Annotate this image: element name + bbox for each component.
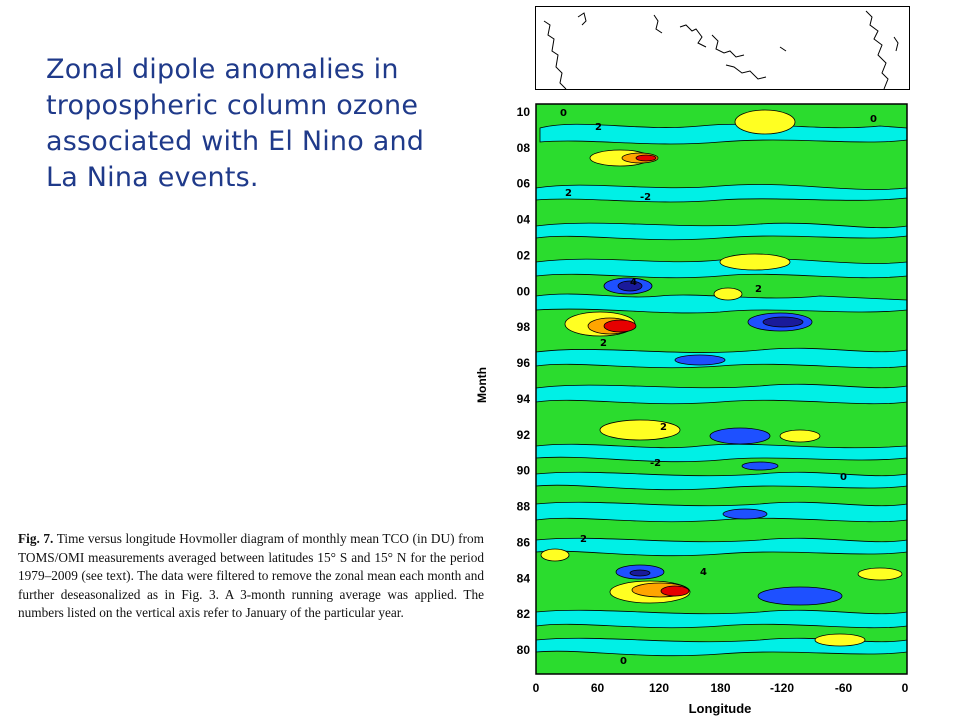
contour-label: 0 xyxy=(560,108,567,119)
y-tick-label: 00 xyxy=(516,284,530,299)
contour-label: 2 xyxy=(595,122,602,133)
y-tick-label: 80 xyxy=(516,643,530,657)
contour-label: 2 xyxy=(600,338,607,349)
y-tick-label: 92 xyxy=(516,427,530,442)
contour-label: 0 xyxy=(870,114,877,125)
y-tick-label: 06 xyxy=(516,176,530,191)
contour-label: 2 xyxy=(755,284,762,295)
y-axis-label: Month xyxy=(475,367,489,403)
y-tick-label: 98 xyxy=(516,320,530,335)
y-tick-label: 96 xyxy=(516,356,530,371)
x-tick-label: 0 xyxy=(901,681,909,695)
contour-label: 2 xyxy=(565,188,572,199)
contour-label: 4 xyxy=(700,567,707,578)
y-axis-ticks xyxy=(517,105,531,657)
x-tick-label: 180 xyxy=(710,681,731,695)
contour-label: 4 xyxy=(630,277,637,288)
y-tick-label: 84 xyxy=(516,571,530,586)
y-tick-label: 08 xyxy=(516,140,530,155)
contour-label: 0 xyxy=(620,656,627,667)
y-tick-label: 02 xyxy=(516,248,530,263)
x-tick-label: 0 xyxy=(532,681,540,695)
contour-label: 2 xyxy=(580,534,587,545)
x-tick-label: -120 xyxy=(769,681,795,695)
y-tick-label: 04 xyxy=(516,212,530,227)
contour-label: 0 xyxy=(840,472,847,483)
y-tick-label: 88 xyxy=(516,499,530,514)
caption-label: Fig. 7. xyxy=(18,531,54,546)
y-tick-label: 10 xyxy=(516,105,530,119)
x-axis-ticks xyxy=(533,681,909,695)
contour-label: -2 xyxy=(650,458,662,469)
y-tick-label: 90 xyxy=(516,463,530,478)
slide-title: Zonal dipole anomalies in tropospheric column ozone associated with El Nino and La Nina events. xyxy=(46,54,425,193)
x-tick-label: 60 xyxy=(590,681,605,695)
x-tick-label: 120 xyxy=(648,681,670,695)
y-tick-label: 94 xyxy=(516,391,530,406)
x-axis-label: Longitude xyxy=(688,701,752,716)
hovmoller-field xyxy=(536,104,907,674)
contour-label: 2 xyxy=(660,422,667,433)
x-tick-label: -60 xyxy=(834,681,853,695)
y-tick-label: 86 xyxy=(516,535,530,550)
contour-label: -2 xyxy=(640,192,652,203)
figure-caption xyxy=(18,530,484,623)
caption-text: Time versus longitude Hovmoller diagram of monthly mean TCO (in DU) from TOMS/OMI measurements averaged between latitudes 15° S and 15° N for the period 1979–2009 (see text). The data were filtered to remove the zonal mean each month and further deseasonalized as in Fig. 3. A 3-month running average was applied. The numbers listed on the vertical axis refer to January of the particular year. xyxy=(18,531,484,621)
y-tick-label: 82 xyxy=(516,607,530,622)
